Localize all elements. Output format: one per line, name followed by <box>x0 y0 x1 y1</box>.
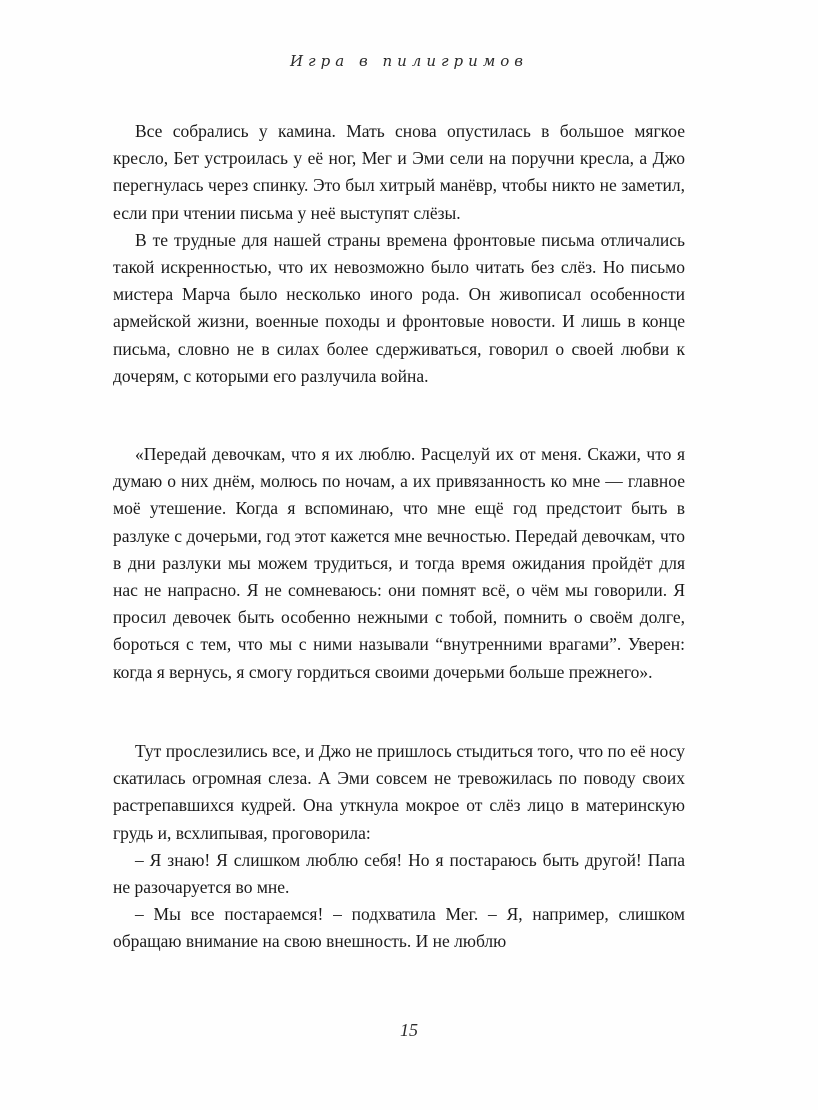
letter-paragraph: «Передай девочкам, что я их люблю. Расцелуй их от меня. Скажи, что я думаю о них днём, молюсь по ночам, а их привязанность ко мне — главное моё утешение. Когда я вспоминаю, что мне ещё год предстоит быть в разлуке с дочерьми, год этот кажется мне вечностью. Передай девочкам, что в дни разлуки мы можем трудиться, и тогда время ожидания пройдёт для нас не напрасно. Я не сомневаюсь: они помнят всё, о чём мы говорили. Я просил девочек быть особенно нежными с тобой, помнить о своём долге, бороться с тем, что мы с ними называли “внутренними врагами”. Уверен: когда я вернусь, я смогу гордиться своими дочерьми больше прежнего». <box>113 444 685 682</box>
paragraph: Тут прослезились все, и Джо не пришлось стыдиться того, что по её носу скатилась огромная слеза. А Эми совсем не тревожилась по поводу своих растрепавшихся кудрей. Она уткнула мокрое от слёз лицо в материнскую грудь и, всхлипывая, проговорила: <box>113 741 685 843</box>
paragraph: Все собрались у камина. Мать снова опустилась в большое мягкое кресло, Бет устроилась у её ног, Мег и Эми сели на поручни кресла, а Джо перегнулась через спинку. Это был хитрый манёвр, чтобы никто не заметил, если при чтении письма у неё выступят слёзы. <box>113 121 685 223</box>
section-fireside <box>113 118 685 390</box>
section-reaction <box>113 738 685 956</box>
section-letter-quote <box>113 441 685 686</box>
dialogue-line: – Мы все постараемся! – подхватила Мег. – Я, например, слишком обращаю внимание на свою внешность. И не люблю <box>113 904 685 952</box>
paragraph: В те трудные для нашей страны времена фронтовые письма отличались такой искренностью, что их невозможно было читать без слёз. Но письмо мистера Марча было несколько иного рода. Он живописал особенности армейской жизни, военные походы и фронтовые новости. И лишь в конце письма, словно не в силах более сдерживаться, говорил о своей любви к дочерям, с которыми его разлучила война. <box>113 229 685 386</box>
page-number: 15 <box>400 1020 418 1040</box>
running-title: Игра в пилигримов <box>289 52 529 70</box>
dialogue-line: – Я знаю! Я слишком люблю себя! Но я постараюсь быть другой! Папа не разочаруется во мне. <box>113 849 685 898</box>
